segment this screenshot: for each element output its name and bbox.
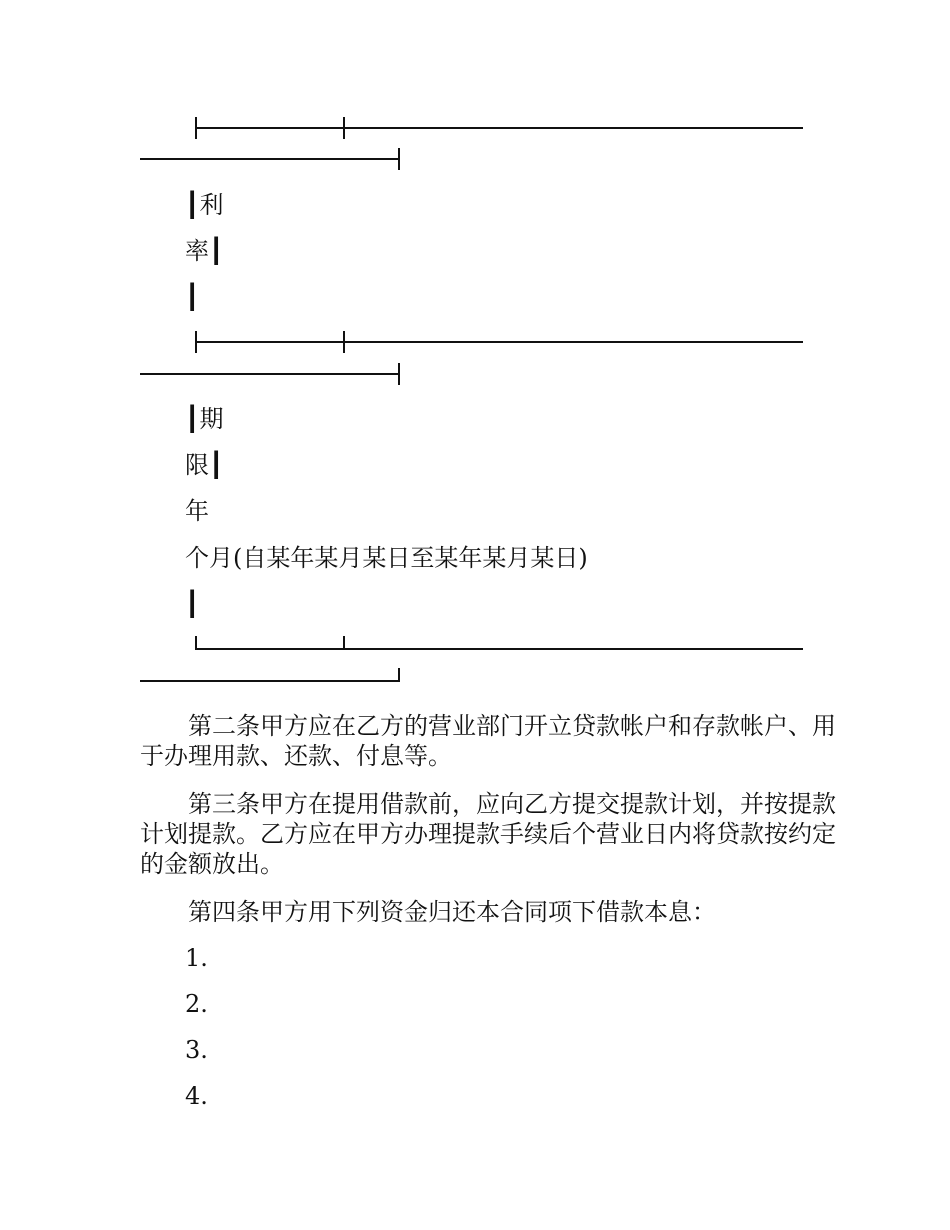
rate-bar: ┃ (185, 283, 200, 311)
term-months-text: 个月(自某年某月某日至某年某月某日) (185, 544, 588, 572)
list-item: 1. (185, 944, 208, 972)
article-4: 第四条甲方用下列资金归还本合同项下借款本息： (188, 898, 716, 926)
article-2: 第二条甲方应在乙方的营业部门开立贷款帐户和存款帐户、用于办理用款、还款、付息等。 (140, 712, 836, 770)
term-label-part2: 限┃ (185, 451, 224, 479)
list-item: 3. (185, 1036, 208, 1064)
article-3: 第三条甲方在提用借款前，应向乙方提交提款计划，并按提款计划提款。乙方应在甲方办理提款手续后个营业日内将贷款按约定的金额放出。 (140, 790, 836, 878)
rate-label-part2: 率┃ (185, 237, 224, 265)
term-label-part1: ┃期 (185, 405, 224, 433)
list-item: 4. (185, 1082, 208, 1110)
rate-label-part1: ┃利 (185, 191, 224, 219)
term-bar: ┃ (185, 590, 200, 618)
list-item: 2. (185, 990, 208, 1018)
term-year: 年 (185, 497, 209, 525)
